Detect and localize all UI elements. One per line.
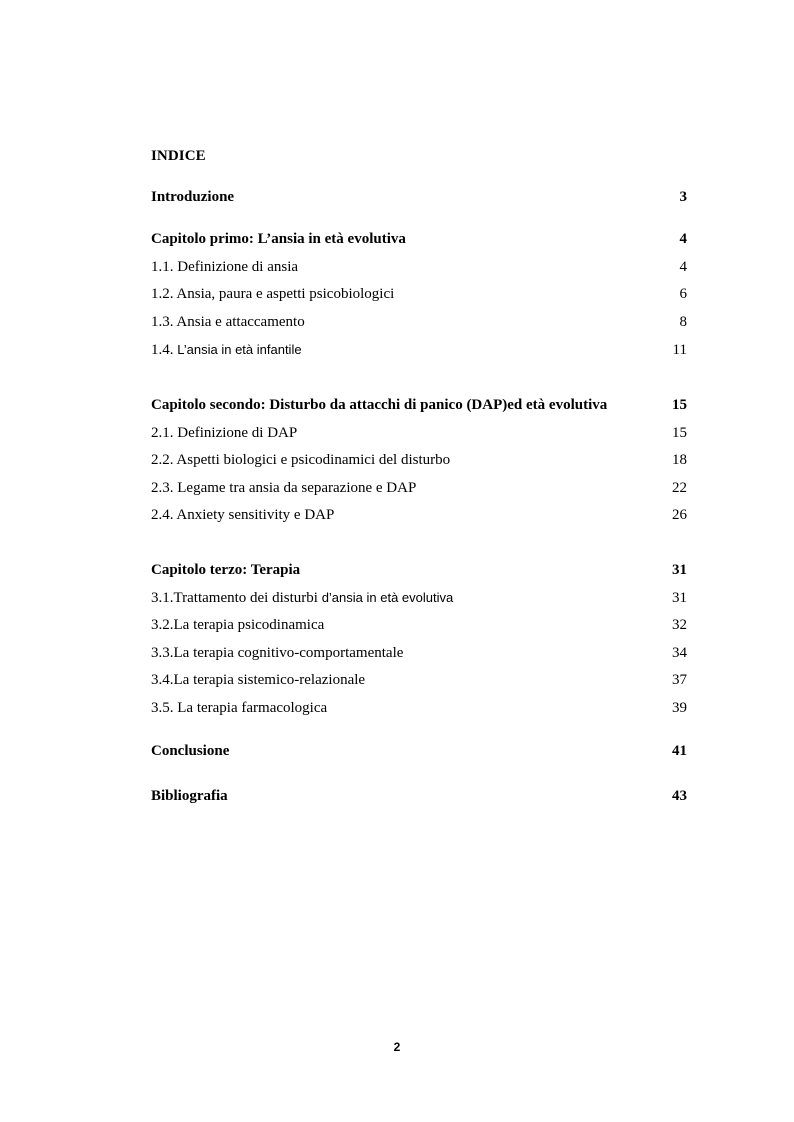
toc-entry-3-3 — [151, 643, 687, 663]
toc-entry-1-1 — [151, 257, 687, 277]
toc-entry-label — [151, 229, 406, 249]
toc-entry-page: 32 — [672, 617, 687, 633]
toc-entry-capitolo-terzo — [151, 560, 687, 580]
chapter-subtitle: : Terapia — [242, 562, 301, 578]
toc-entry-label — [151, 588, 453, 608]
toc-entry-page: 4 — [679, 259, 687, 275]
toc-entry-label: 2.2. Aspetti biologici e psicodinamici del disturbo — [151, 452, 451, 468]
toc-entry-page: 6 — [679, 286, 687, 302]
toc-entry-capitolo-secondo — [151, 395, 687, 415]
toc-entry-3-2 — [151, 615, 687, 635]
toc-entry-label: 1.1. Definizione di ansia — [151, 259, 299, 275]
toc-entry-label: 3.4.La terapia sistemico-relazionale — [151, 672, 366, 688]
toc-entry-3-4 — [151, 670, 687, 690]
toc-entry-capitolo-primo — [151, 229, 687, 249]
toc-entry-label: Capitolo secondo: Disturbo da attacchi di panico (DAP)ed età evolutiva — [151, 397, 608, 413]
toc-entry-label: 2.3. Legame tra ansia da separazione e DAP — [151, 480, 417, 496]
toc-entry-label: Introduzione — [151, 189, 235, 205]
chapter-heading: Capitolo primo — [151, 231, 249, 247]
toc-entry-page: 22 — [672, 480, 687, 496]
toc-entry-page: 3 — [679, 189, 687, 205]
page-number: 2 — [393, 1040, 401, 1054]
toc-entry-2-3 — [151, 478, 687, 498]
toc-entry-page: 39 — [672, 700, 687, 716]
chapter-heading: Capitolo terzo — [151, 562, 243, 578]
toc-entry-label — [151, 340, 302, 360]
chapter-subtitle: : L’ansia in età evolutiva — [248, 231, 406, 247]
toc-entry-introduzione — [151, 187, 687, 207]
toc-entry-2-1 — [151, 423, 687, 443]
toc-entry-page: 41 — [672, 743, 687, 759]
toc-entry-label: 2.1. Definizione di DAP — [151, 425, 298, 441]
toc-entry-number: 3.1.Trattamento dei disturbi — [151, 590, 322, 606]
toc-entry-3-1 — [151, 588, 687, 608]
toc-entry-1-4 — [151, 340, 687, 360]
toc-entry-label: 1.2. Ansia, paura e aspetti psicobiologici — [151, 286, 395, 302]
toc-entry-label: 3.2.La terapia psicodinamica — [151, 617, 325, 633]
toc-entry-page: 34 — [672, 645, 687, 661]
toc-entry-2-4 — [151, 505, 687, 525]
toc-entry-page: 26 — [672, 507, 687, 523]
toc-entry-label: 2.4. Anxiety sensitivity e DAP — [151, 507, 335, 523]
index-title: INDICE — [151, 148, 206, 164]
toc-entry-3-5 — [151, 698, 687, 718]
toc-entry-page: 11 — [672, 342, 687, 358]
toc-entry-number: 1.4. — [151, 342, 178, 358]
toc-entry-2-2 — [151, 450, 687, 470]
toc-entry-label: 1.3. Ansia e attaccamento — [151, 314, 305, 330]
toc-entry-label: Bibliografia — [151, 788, 228, 804]
toc-entry-label: Conclusione — [151, 743, 230, 759]
toc-entry-label: 3.5. La terapia farmacologica — [151, 700, 328, 716]
toc-entry-title: L’ansia in età infantile — [177, 342, 302, 357]
toc-entry-label: 3.3.La terapia cognitivo-comportamentale — [151, 645, 404, 661]
toc-entry-1-3 — [151, 312, 687, 332]
toc-entry-page: 8 — [679, 314, 687, 330]
toc-entry-page: 31 — [672, 590, 687, 606]
toc-entry-page: 15 — [672, 397, 687, 413]
toc-entry-bibliografia — [151, 786, 687, 806]
toc-entry-label — [151, 560, 300, 580]
toc-entry-page: 18 — [672, 452, 687, 468]
toc-entry-page: 31 — [672, 562, 687, 578]
toc-entry-title: d’ansia in età evolutiva — [321, 590, 454, 605]
toc-entry-page: 4 — [679, 231, 687, 247]
toc-entry-conclusione — [151, 741, 687, 761]
toc-entry-1-2 — [151, 284, 687, 304]
toc-entry-page: 37 — [672, 672, 687, 688]
toc-entry-page: 43 — [672, 788, 687, 804]
toc-entry-page: 15 — [672, 425, 687, 441]
